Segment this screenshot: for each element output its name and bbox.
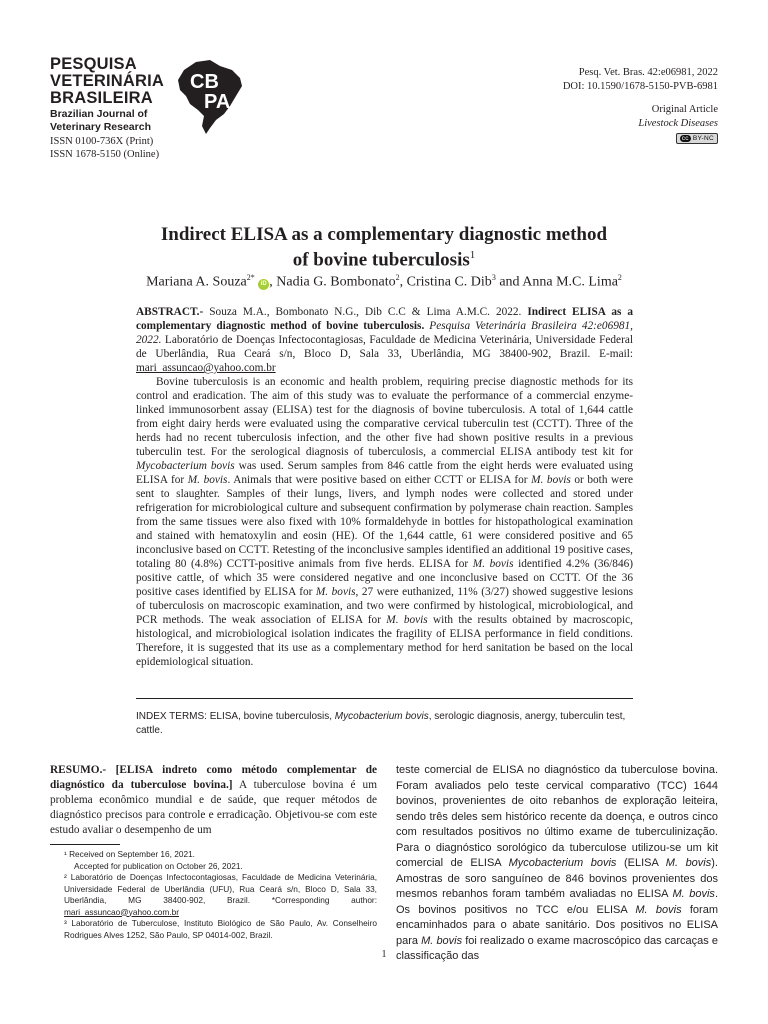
article-section: Livestock Diseases [638, 118, 718, 129]
footnote-received: ¹ Received on September 16, 2021. [64, 849, 195, 859]
article-type: Original Article [651, 104, 718, 115]
resumo-text: A tuberculose bovina é um problema econômico mundial e de saúde, que requer métodos de diagnóstico precisos para controle e erradicação. Objetivou-se com este estudo avaliar o desempenho de um [50, 779, 377, 836]
footnote-affiliation-2: ² Laboratório de Doenças Infectocontagiosas, Faculdade de Medicina Veterinária, Universidade Federal de Uberlândia (UFU), Rua Ceará s/n, Bloco D, Sala 33, Uberlândia, MG 38400-902, Brazil. *Corresponding author: mari_assuncao@yahoo.com.br [64, 872, 377, 917]
abstract-affiliation: Laboratório de Doenças Infectocontagiosas, Faculdade de Medicina Veterinária, Universidade Federal de Uberlândia, Rua Ceará s/n, Bloco D, Sala 33, Uberlândia, MG 38400-902, Brazil. E-mail: [136, 334, 633, 360]
page-number: 1 [381, 949, 387, 960]
footnote-affiliation-3: ³ Laboratório de Tuberculose, Instituto Biológico de São Paulo, Av. Conselheiro Rodrigues Alves 1252, São Paulo, SP 04014-002, Brazil. [64, 918, 377, 940]
journal-subtitle-line2: Veterinary Research [50, 121, 151, 133]
author-separator: and [495, 274, 523, 290]
author-separator: , [269, 274, 277, 290]
author-name: Anna M.C. Lima [522, 274, 618, 290]
abstract-email-link[interactable]: mari_assuncao@yahoo.com.br [136, 362, 276, 374]
resumo-left-column [50, 763, 377, 838]
cbpa-brazil-map-logo [176, 56, 244, 136]
footnote-email-link[interactable]: mari_assuncao@yahoo.com.br [64, 906, 179, 917]
abstract-citation-journal: Pesquisa Veterinária Brasileira 42:e06981, 2022. [136, 320, 634, 346]
abstract-citation [136, 305, 633, 375]
author-affiliation: 2 [395, 273, 400, 282]
title-footnote-marker: 1 [469, 249, 476, 261]
author-affiliation: 3 [491, 273, 496, 282]
resumo-right-column: teste comercial de ELISA no diagnóstico da tuberculose bovina. Foram avaliados pelo teste cervical comparativo (TCC) 1644 bovinos, provenientes de oito rebanhos de exploração leiteira, sendo três deles sem histórico recente da doença, e outros cinco com resultados positivos no último exame de tuberculinização. Para o diagnóstico sorológico da tuberculose utilizou-se um kit comercial de ELISA Mycobacterium bovis (ELISA M. bovis). Amostras de soro sanguíneo de 846 bovinos provenientes dos mesmos rebanhos foram também avaliadas no ELISA M. bovis. Os bovinos positivos no TCC e/ou ELISA M. bovis foram encaminhados para o abate sanitário. Dos positivos no ELISA para M. bovis foi realizado o exame macroscópico das carcaças e classificação das [396, 764, 718, 962]
author-name: Nadia G. Bombonato [276, 274, 396, 290]
journal-subtitle-line1: Brazilian Journal of [50, 108, 148, 120]
issn-print: ISSN 0100-736X (Print) [50, 136, 154, 147]
logo-text-cb: CB [190, 71, 219, 93]
abstract-divider [136, 698, 633, 699]
article-title [100, 224, 668, 270]
journal-name-line2: VETERINÁRIA [50, 72, 165, 90]
abstract-citation-title: Indirect ELISA as a complementary diagnostic method of bovine tuberculosis. [136, 306, 634, 332]
issn-online: ISSN 1678-5150 (Online) [50, 148, 160, 160]
orcid-icon[interactable]: iD [258, 279, 269, 290]
footnotes [50, 849, 377, 941]
author-list [60, 273, 708, 291]
footnote-divider [50, 844, 120, 845]
footnote-accepted: Accepted for publication on October 26, 2021. [74, 860, 243, 871]
cc-license-badge[interactable] [676, 133, 718, 144]
author-affiliation: 2 [617, 273, 622, 282]
resumo-title: [ELISA indreto como método complementar de diagnóstico da tuberculose bovina.] [50, 764, 377, 791]
doi-link[interactable]: DOI: 10.1590/1678-5150-PVB-6981 [562, 81, 718, 92]
abstract-body: Bovine tuberculosis is an economic and health problem, requiring precise diagnostic methods for its control and eradication. The aim of this study was to evaluate the performance of a commercial enzyme-linked immunosorbent assay (ELISA) test for the diagnosis of bovine tuberculosis. A total of 1,644 cattle from eight dairy herds were evaluated using the comparative cervical tuberculin test (CCTT). Three of the herds had no recent tuberculosis infection, and the other five had shown positive results in a previous tuberculin test. For the serological diagnosis of tuberculosis, a commercial ELISA antibody test kit for Mycobacterium bovis was used. Serum samples from 846 cattle from the eight herds were evaluated using ELISA for M. bovis. Animals that were positive based on either CCTT or ELISA for M. bovis or both were sent to slaughter. Samples of their lungs, livers, and lymph nodes were collected and stored under refrigeration for microbiological culture and subsequent confirmation by polymerase chain reaction. Samples from the same tissues were also fixed with 10% formaldehyde in bottles for histopathological examination and stained with hematoxylin and eosin (HE). Of the 1,644 cattle, 61 were considered positive and 65 inconclusive based on CCTT. Retesting of the inconclusive samples identified an additional 19 positive cases, totaling 80 (4.8%) CCTT-positive animals from five herds. ELISA for M. bovis identified 4.2% (36/846) positive cattle, of which 35 were considered negative and one inconclusive based on CCTT. Of the 36 positive cases identified by ELISA for M. bovis, 27 were euthanized, 11% (3/27) showed suggestive lesions of tuberculosis on macroscopic examination, and two were confirmed by histological, microbiological, and PCR methods. The weak association of ELISA for M. bovis with the results obtained by macroscopic, histological, and microbiological isolation indicates the fragility of ELISA performance in field conditions. Therefore, it is suggested that its use as a complementary method for herd sanitation be based on the local epidemiological situation. [136, 376, 634, 668]
license-label: BY-NC [692, 135, 714, 142]
abstract [136, 305, 633, 669]
author-separator: , [399, 274, 407, 290]
abstract-citation-authors: Souza M.A., Bombonato N.G., Dib C.C & Lima A.M.C. 2022. [203, 306, 528, 318]
cc-icon: cc [681, 135, 689, 142]
journal-citation: Pesq. Vet. Bras. 42:e06981, 2022 [578, 67, 718, 78]
title-line2: of bovine tuberculosis [292, 249, 470, 271]
resumo-label: RESUMO.- [50, 764, 107, 776]
author-name: Cristina C. Dib [406, 274, 492, 290]
logo-text-pa: PA [204, 91, 231, 113]
index-terms: INDEX TERMS: ELISA, bovine tuberculosis, Mycobacterium bovis, serologic diagnosis, anergy, tuberculin test, cattle. [136, 711, 626, 736]
journal-name-line3: BRASILEIRA [50, 89, 153, 107]
title-line1: Indirect ELISA as a complementary diagnostic method [160, 224, 608, 245]
author-name: Mariana A. Souza [146, 274, 247, 290]
journal-name-line1: PESQUISA [50, 55, 137, 73]
abstract-label: ABSTRACT.- [136, 306, 204, 318]
author-affiliation: 2* [246, 273, 255, 282]
article-header-info [563, 66, 718, 145]
